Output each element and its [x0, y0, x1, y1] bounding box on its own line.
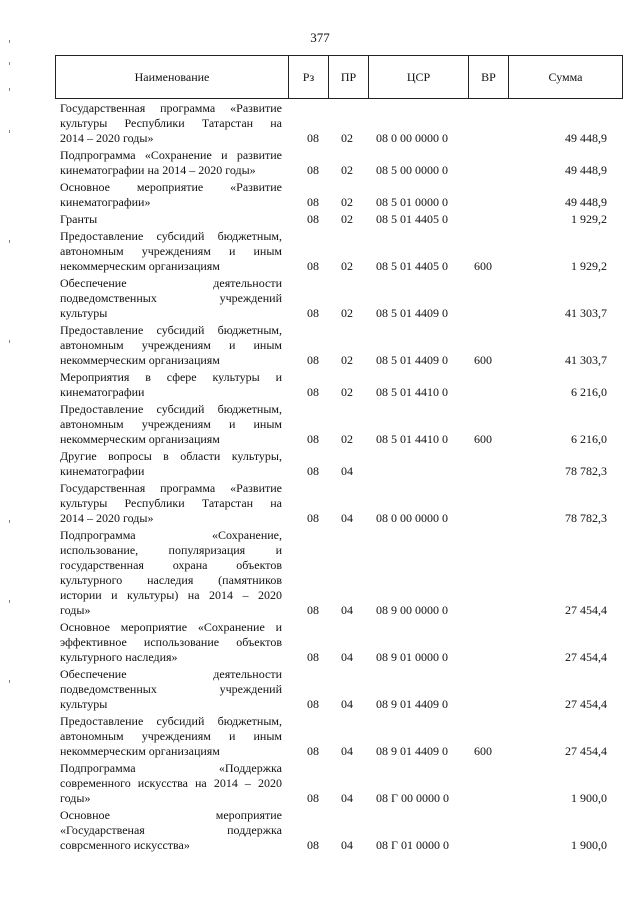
- table-row: [0, 481, 640, 526]
- row-sum: 1 900,0: [571, 791, 607, 805]
- row-name-line: государственная охрана объектов: [60, 558, 282, 572]
- row-sum: 6 216,0: [571, 385, 607, 399]
- table-row: [0, 323, 640, 368]
- row-name-line: «Государственая поддержка: [60, 823, 282, 837]
- row-csr: 08 5 01 4410 0: [376, 432, 448, 446]
- row-name-line: годы»: [60, 791, 91, 805]
- row-name: [60, 180, 282, 210]
- row-sum: 41 303,7: [565, 353, 607, 367]
- row-name-line: Мероприятия в сфере культуры и: [60, 370, 282, 384]
- row-name-line: Государственная программа «Развитие: [60, 481, 282, 495]
- row-csr: 08 5 01 4409 0: [376, 306, 448, 320]
- row-name: [60, 323, 282, 368]
- row-sum: 78 782,3: [565, 464, 607, 478]
- row-csr: 08 9 01 4409 0: [376, 744, 448, 758]
- table-row: [0, 808, 640, 853]
- row-name-line: некоммерческим организациям: [60, 259, 220, 273]
- row-name-line: эффективное использование объектов: [60, 635, 282, 649]
- row-pr: 02: [341, 212, 353, 226]
- row-sum: 6 216,0: [571, 432, 607, 446]
- row-name: [60, 148, 282, 178]
- row-csr: 08 5 00 0000 0: [376, 163, 448, 177]
- row-rz: 08: [307, 195, 319, 209]
- row-name-line: культуры Республики Татарстан на: [60, 116, 282, 130]
- row-vr: 600: [474, 744, 492, 758]
- row-pr: 04: [341, 744, 353, 758]
- row-csr: 08 Г 00 0000 0: [376, 791, 449, 805]
- row-name-line: годы»: [60, 603, 91, 617]
- binding-marks-decoration: [8, 40, 12, 700]
- row-sum: 78 782,3: [565, 511, 607, 525]
- header-csr: ЦСР: [369, 56, 469, 99]
- row-sum: 1 900,0: [571, 838, 607, 852]
- row-rz: 08: [307, 163, 319, 177]
- row-csr: 08 9 01 0000 0: [376, 650, 448, 664]
- row-name: [60, 761, 282, 806]
- row-rz: 08: [307, 385, 319, 399]
- row-pr: 04: [341, 838, 353, 852]
- row-name-line: кинематографии: [60, 464, 145, 478]
- row-csr: 08 5 01 4410 0: [376, 385, 448, 399]
- row-rz: 08: [307, 131, 319, 145]
- table-row: [0, 667, 640, 712]
- header-pr: ПР: [329, 56, 369, 99]
- row-vr: 600: [474, 432, 492, 446]
- table-row: [0, 148, 640, 178]
- row-pr: 04: [341, 697, 353, 711]
- row-name-line: Предоставление субсидий бюджетным,: [60, 714, 282, 728]
- row-csr: 08 0 00 0000 0: [376, 131, 448, 145]
- row-rz: 08: [307, 353, 319, 367]
- row-rz: 08: [307, 306, 319, 320]
- row-sum: 27 454,4: [565, 650, 607, 664]
- row-name: [60, 276, 282, 321]
- row-name-line: истории и культуры) на 2014 – 2020: [60, 588, 282, 602]
- row-name-line: Подпрограмма «Сохранение и развитие: [60, 148, 282, 162]
- row-rz: 08: [307, 791, 319, 805]
- row-name-line: некоммерческим организациям: [60, 353, 220, 367]
- row-pr: 02: [341, 432, 353, 446]
- row-sum: 49 448,9: [565, 163, 607, 177]
- row-name-line: автономным учреждениям и иным: [60, 729, 282, 743]
- row-sum: 49 448,9: [565, 195, 607, 209]
- row-name: [60, 667, 282, 712]
- row-sum: 49 448,9: [565, 131, 607, 145]
- row-name-line: 2014 – 2020 годы»: [60, 131, 154, 145]
- table-row: [0, 212, 640, 227]
- row-csr: 08 9 00 0000 0: [376, 603, 448, 617]
- row-name-line: культуры: [60, 697, 108, 711]
- row-csr: 08 0 00 0000 0: [376, 511, 448, 525]
- row-pr: 02: [341, 163, 353, 177]
- row-name-line: культуры: [60, 306, 108, 320]
- row-name-line: Гранты: [60, 212, 98, 226]
- row-sum: 27 454,4: [565, 603, 607, 617]
- row-name-line: автономным учреждениям и иным: [60, 417, 282, 431]
- row-name-line: кинематографии»: [60, 195, 151, 209]
- row-name-line: кинематографии на 2014 – 2020 годы»: [60, 163, 256, 177]
- row-sum: 27 454,4: [565, 744, 607, 758]
- row-csr: 08 5 01 4409 0: [376, 353, 448, 367]
- row-csr: 08 5 01 0000 0: [376, 195, 448, 209]
- row-name-line: подведомственных учреждений: [60, 291, 282, 305]
- row-pr: 02: [341, 306, 353, 320]
- row-name-line: автономным учреждениям и иным: [60, 244, 282, 258]
- row-rz: 08: [307, 464, 319, 478]
- row-pr: 02: [341, 259, 353, 273]
- table-row: [0, 402, 640, 447]
- header-sum: Сумма: [509, 56, 623, 99]
- row-sum: 1 929,2: [571, 212, 607, 226]
- row-sum: 1 929,2: [571, 259, 607, 273]
- row-rz: 08: [307, 259, 319, 273]
- row-name: [60, 370, 282, 400]
- row-name: [60, 402, 282, 447]
- row-name-line: Другие вопросы в области культуры,: [60, 449, 282, 463]
- table-row: [0, 229, 640, 274]
- table-row: [0, 761, 640, 806]
- row-name-line: соврсменного искусства»: [60, 838, 190, 852]
- row-csr: 08 9 01 4409 0: [376, 697, 448, 711]
- row-csr: 08 5 01 4405 0: [376, 212, 448, 226]
- row-rz: 08: [307, 432, 319, 446]
- row-pr: 02: [341, 385, 353, 399]
- row-name-line: подведомственных учреждений: [60, 682, 282, 696]
- row-csr: 08 5 01 4405 0: [376, 259, 448, 273]
- row-name-line: 2014 – 2020 годы»: [60, 511, 154, 525]
- row-name: [60, 449, 282, 479]
- header-rz: Рз: [289, 56, 329, 99]
- row-vr: 600: [474, 259, 492, 273]
- row-rz: 08: [307, 212, 319, 226]
- table-row: [0, 620, 640, 665]
- table-row: [0, 180, 640, 210]
- row-name: [60, 481, 282, 526]
- row-name-line: некоммерческим организациям: [60, 432, 220, 446]
- row-rz: 08: [307, 744, 319, 758]
- row-pr: 04: [341, 464, 353, 478]
- row-rz: 08: [307, 838, 319, 852]
- row-name-line: культурного наследия»: [60, 650, 178, 664]
- row-rz: 08: [307, 650, 319, 664]
- table-row: [0, 528, 640, 618]
- row-name-line: Основное мероприятие: [60, 808, 282, 822]
- row-pr: 04: [341, 791, 353, 805]
- row-name-line: современного искусства на 2014 – 2020: [60, 776, 282, 790]
- row-name: [60, 808, 282, 853]
- row-name-line: Основное мероприятие «Развитие: [60, 180, 282, 194]
- row-csr: 08 Г 01 0000 0: [376, 838, 449, 852]
- row-name-line: Государственная программа «Развитие: [60, 101, 282, 115]
- row-name-line: Предоставление субсидий бюджетным,: [60, 229, 282, 243]
- row-rz: 08: [307, 603, 319, 617]
- header-vr: ВР: [469, 56, 509, 99]
- row-pr: 04: [341, 650, 353, 664]
- table-row: [0, 101, 640, 146]
- row-name: [60, 714, 282, 759]
- row-name-line: культуры Республики Татарстан на: [60, 496, 282, 510]
- row-name: [60, 229, 282, 274]
- table-row: [0, 714, 640, 759]
- table-row: [0, 449, 640, 479]
- row-name-line: Предоставление субсидий бюджетным,: [60, 402, 282, 416]
- row-sum: 27 454,4: [565, 697, 607, 711]
- table-row: [0, 370, 640, 400]
- row-pr: 02: [341, 195, 353, 209]
- row-name: [60, 528, 282, 618]
- row-sum: 41 303,7: [565, 306, 607, 320]
- row-rz: 08: [307, 511, 319, 525]
- row-pr: 04: [341, 603, 353, 617]
- row-pr: 02: [341, 353, 353, 367]
- row-name-line: Обеспечение деятельности: [60, 276, 282, 290]
- row-name: [60, 212, 282, 227]
- row-pr: 04: [341, 511, 353, 525]
- row-name-line: кинематографии: [60, 385, 145, 399]
- row-pr: 02: [341, 131, 353, 145]
- row-name-line: Обеспечение деятельности: [60, 667, 282, 681]
- table-row: [0, 276, 640, 321]
- row-name-line: культурного наследия (памятников: [60, 573, 282, 587]
- page-number: 377: [310, 30, 330, 45]
- row-rz: 08: [307, 697, 319, 711]
- row-name-line: автономным учреждениям и иным: [60, 338, 282, 352]
- row-name: [60, 101, 282, 146]
- row-name-line: Предоставление субсидий бюджетным,: [60, 323, 282, 337]
- header-name: Наименование: [56, 56, 289, 99]
- row-name-line: Основное мероприятие «Сохранение и: [60, 620, 282, 634]
- row-name-line: Подпрограмма «Сохранение,: [60, 528, 282, 542]
- row-name-line: Подпрограмма «Поддержка: [60, 761, 282, 775]
- row-name-line: некоммерческим организациям: [60, 744, 220, 758]
- row-name-line: использование, популяризация и: [60, 543, 282, 557]
- row-name: [60, 620, 282, 665]
- row-vr: 600: [474, 353, 492, 367]
